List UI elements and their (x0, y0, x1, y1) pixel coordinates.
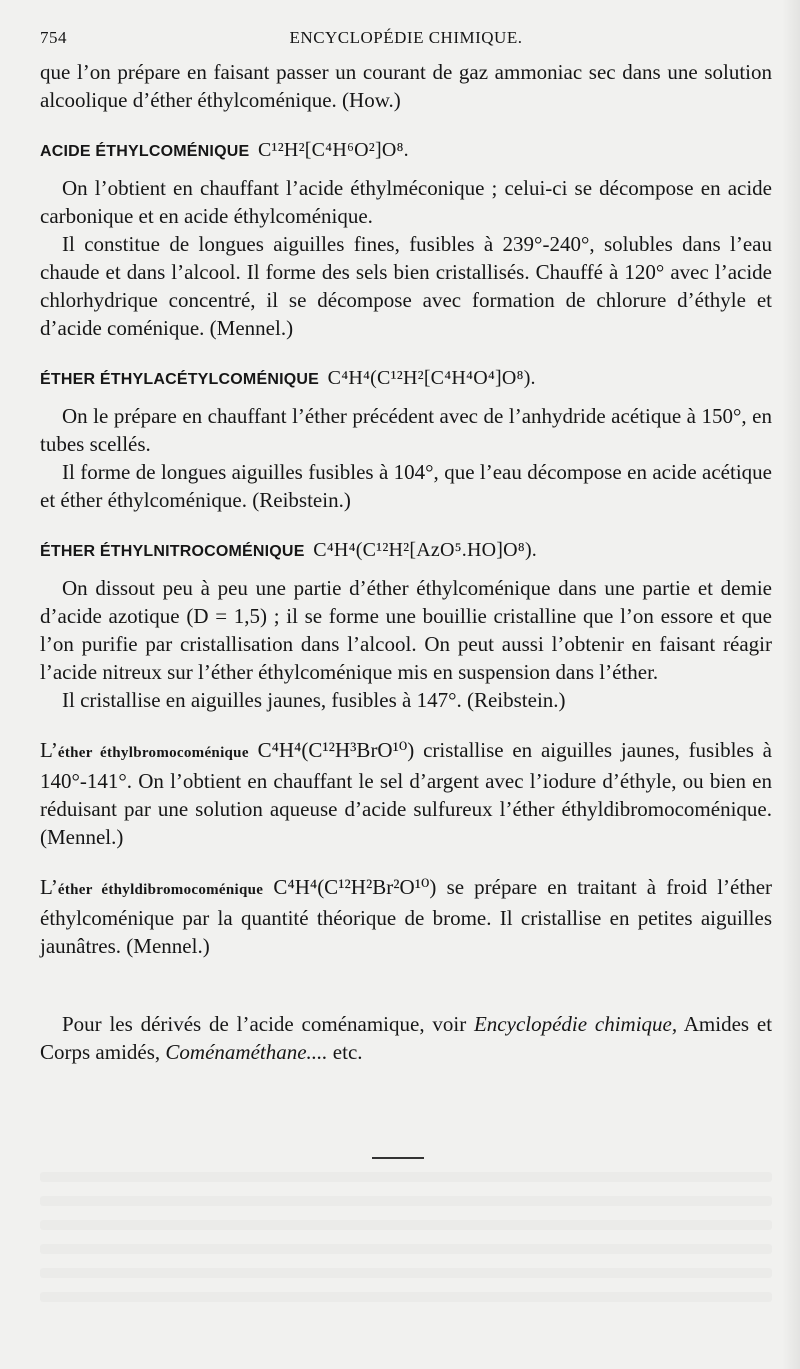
page-number: 754 (40, 28, 67, 47)
running-head: ENCYCLOPÉDIE CHIMIQUE. (289, 28, 523, 47)
bromo-formula: C⁴H⁴(C¹²H³BrO¹⁰) (257, 738, 415, 762)
section-heading-acide-ethylcomenique (40, 136, 772, 166)
section-formula: C⁴H⁴(C¹²H²[AzO⁵.HO]O⁸). (313, 539, 537, 561)
paragraph: Il forme de longues aiguilles fusibles à 104°, que l’eau décompose en acide acétique et éther éthylcoménique. (Reibstein.) (40, 460, 772, 512)
paragraph: Il cristallise en aiguilles jaunes, fusibles à 147°. (Reibstein.) (62, 688, 566, 712)
page-header (40, 28, 772, 56)
section-heading-ether-ethylnitrocomenique (40, 536, 772, 566)
closing-tail: etc. (332, 1040, 363, 1064)
show-through-line (40, 1196, 772, 1206)
section-heading-ether-ethylacetylcomenique (40, 364, 772, 394)
section-formula: C⁴H⁴(C¹²H²[C⁴H⁴O⁴]O⁸). (327, 367, 536, 389)
reference-encyclopedie: Encyclopédie chimique, (473, 1012, 678, 1036)
show-through-line (40, 1172, 772, 1182)
bromo-text: cristallise en aiguilles jaunes, fusibles à 140°-141°. On l’obtient en chauffant le sel d’argent avec l’iodure d’éthyle, ou bien en réduisant par une solution aqueuse d’acide sulfureux l’éther éthyldibromocoménique. (Mennel.) (40, 738, 772, 849)
closing-mid: Amides et Corps amidés, (40, 1012, 773, 1064)
section-formula: C¹²H²[C⁴H⁶O²]O⁸. (258, 139, 409, 161)
paragraph: On dissout peu à peu une partie d’éther éthylcoménique dans une partie et demie d’acide azotique (D = 1,5) ; il se forme une bouillie cristalline que l’on essore et que l’on purifie par cristallisation dans l’alcool. On peut aussi l’obtenir en faisant réagir l’acide nitreux sur l’éther éthylcoménique mis en suspension dans l’éther. (40, 576, 772, 684)
show-through-line (40, 1292, 772, 1302)
bromo-prefix: L’ (40, 738, 58, 762)
paragraph: On l’obtient en chauffant l’acide éthylméconique ; celui-ci se décompose en acide carbonique et en acide éthylcoménique. (40, 176, 772, 228)
dibromo-paragraph (40, 873, 772, 960)
paragraph: Il constitue de longues aiguilles fines, fusibles à 239°-240°, solubles dans l’eau chaude et dans l’alcool. Il forme des sels bien cristallisés. Chauffé à 120° avec l’acide chlorhydrique concentré, il se décompose avec formation de chlorure d’éthyle et d’acide coménique. (Mennel.) (40, 232, 772, 340)
section-title: ÉTHER ÉTHYLACÉTYLCOMÉNIQUE (40, 371, 319, 388)
page-edge-shadow (782, 0, 800, 1369)
intro-paragraph: que l’on prépare en faisant passer un courant de gaz ammoniac sec dans une solution alcoolique d’éther éthylcoménique. (How.) (40, 60, 772, 112)
section-title: ACIDE ÉTHYLCOMÉNIQUE (40, 143, 250, 160)
dibromo-text: se prépare en traitant à froid l’éther éthylcoménique par la quantité théorique de brome. Il cristallise en petites aiguilles jaunâtres. (Mennel.) (40, 875, 773, 958)
bromo-name: éther éthylbromocoménique (57, 745, 249, 761)
paragraph: On le prépare en chauffant l’éther précédent avec de l’anhydride acétique à 150°, en tubes scellés. (40, 404, 772, 456)
section-divider (372, 1157, 424, 1159)
reference-comenamethane: Coménaméthane.... (165, 1040, 328, 1064)
show-through-line (40, 1244, 772, 1254)
dibromo-prefix: L’ (40, 875, 58, 899)
bromo-paragraph (40, 736, 772, 851)
closing-lead: Pour les dérivés de l’acide coménamique, voir (62, 1012, 467, 1036)
show-through-line (40, 1220, 772, 1230)
page-body (40, 58, 772, 1066)
show-through-line (40, 1268, 772, 1278)
dibromo-name: éther éthyldibromocoménique (57, 882, 264, 898)
section-title: ÉTHER ÉTHYLNITROCOMÉNIQUE (40, 543, 305, 560)
closing-paragraph (40, 1010, 772, 1066)
dibromo-formula: C⁴H⁴(C¹²H²Br²O¹⁰) (273, 875, 437, 899)
